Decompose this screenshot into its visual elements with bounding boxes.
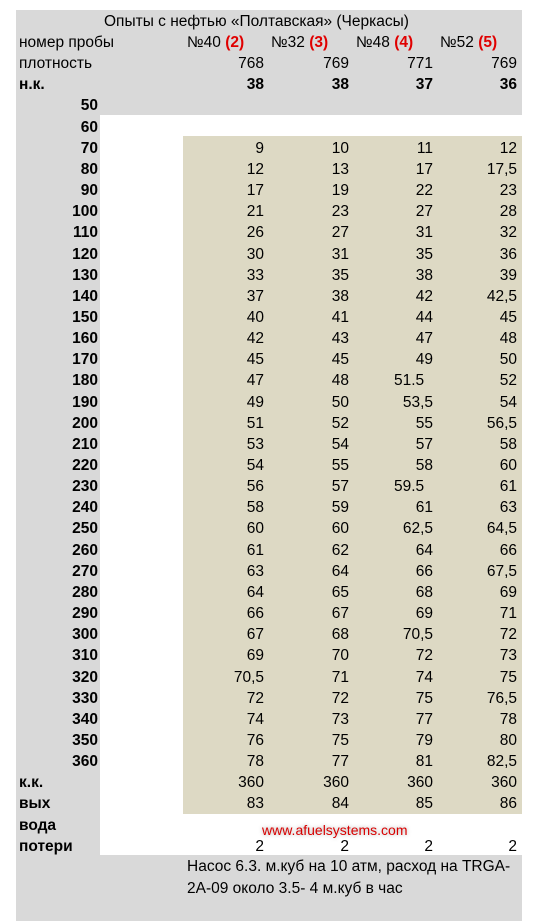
temperature-label: 100 <box>72 203 98 221</box>
distillation-value: 22 <box>415 182 433 200</box>
distillation-value: 71 <box>499 605 517 623</box>
distillation-value: 62,5 <box>402 520 433 538</box>
temperature-label: 80 <box>80 160 98 178</box>
distillation-value <box>352 117 433 138</box>
distillation-value: 44 <box>415 308 433 326</box>
temperature-row <box>0 751 542 772</box>
distillation-value: 45 <box>246 351 264 369</box>
yield-row-label: вых <box>19 795 51 813</box>
temperature-label: 360 <box>72 753 98 771</box>
sample-header <box>271 32 328 53</box>
distillation-value: 37 <box>246 287 264 305</box>
distillation-value: 38 <box>331 287 349 305</box>
distillation-value: 64 <box>415 541 433 559</box>
losses-row-value: 2 <box>424 837 433 855</box>
distillation-value: 69 <box>246 647 264 665</box>
distillation-value: 56 <box>246 478 264 496</box>
distillation-value: 45 <box>331 351 349 369</box>
distillation-value: 58 <box>499 435 517 453</box>
distillation-value: 58 <box>415 457 433 474</box>
temperature-row <box>0 518 542 539</box>
distillation-value <box>352 95 433 116</box>
temperature-label: 190 <box>72 393 98 411</box>
distillation-value: 35 <box>331 266 349 284</box>
sample-mark: (3) <box>309 34 329 51</box>
distillation-value: 72 <box>331 689 349 707</box>
distillation-value: 42 <box>415 287 433 305</box>
distillation-value: 62 <box>331 541 349 559</box>
distillation-value: 45 <box>499 308 517 326</box>
temperature-row <box>0 603 542 624</box>
sample-header <box>440 32 497 53</box>
distillation-value: 74 <box>246 710 264 728</box>
temperature-label: 200 <box>72 414 98 432</box>
distillation-value: 54 <box>331 435 349 453</box>
distillation-value: 61 <box>499 478 517 496</box>
sample-header <box>356 32 413 53</box>
distillation-value: 78 <box>246 753 264 771</box>
fbp-row-value: 360 <box>238 774 264 792</box>
distillation-value: 56,5 <box>486 414 517 432</box>
distillation-value: 26 <box>246 224 264 242</box>
temperature-row <box>0 95 542 116</box>
fbp-row <box>0 772 542 793</box>
header-label: номер пробы <box>19 34 115 51</box>
distillation-value: 69 <box>415 605 433 623</box>
distillation-value: 42,5 <box>486 287 517 305</box>
temperature-label: 230 <box>72 478 98 496</box>
distillation-value: 60 <box>499 457 517 474</box>
distillation-value: 30 <box>246 245 264 263</box>
water-row-value <box>183 815 264 836</box>
distillation-value: 58 <box>246 499 264 517</box>
ibp-row-label: н.к. <box>19 76 45 94</box>
temperature-row <box>0 349 542 370</box>
temperature-row <box>0 328 542 349</box>
temperature-row <box>0 455 542 476</box>
temperature-label: 260 <box>72 541 98 559</box>
distillation-value: 76 <box>246 731 264 749</box>
distillation-value: 21 <box>246 203 264 221</box>
distillation-value: 66 <box>246 605 264 623</box>
distillation-value: 74 <box>415 668 433 686</box>
distillation-value: 77 <box>415 710 433 728</box>
distillation-value: 73 <box>331 710 349 728</box>
distillation-value: 79 <box>415 731 433 749</box>
distillation-value: 70,5 <box>402 626 433 644</box>
distillation-value: 39 <box>499 266 517 284</box>
distillation-value: 60 <box>331 520 349 538</box>
distillation-value: 71 <box>331 668 349 686</box>
distillation-value: 54 <box>499 393 517 411</box>
distillation-value: 49 <box>246 393 264 411</box>
distillation-value: 57 <box>331 478 349 496</box>
temperature-row <box>0 582 542 603</box>
distillation-value: 53,5 <box>402 393 433 411</box>
distillation-value: 63 <box>246 562 264 580</box>
temperature-row <box>0 413 542 434</box>
distillation-value: 48 <box>499 330 517 348</box>
distillation-value: 51.5 <box>394 372 425 390</box>
distillation-value: 59.5 <box>394 478 425 496</box>
temperature-row <box>0 561 542 582</box>
temperature-row <box>0 201 542 222</box>
distillation-value: 17 <box>415 160 433 178</box>
ibp-row-value: 36 <box>499 76 517 94</box>
temperature-label: 130 <box>72 266 98 284</box>
density-row-value: 771 <box>407 55 433 73</box>
distillation-value: 47 <box>415 330 433 348</box>
distillation-value <box>436 95 517 116</box>
distillation-value: 72 <box>246 689 264 707</box>
distillation-value: 35 <box>415 245 433 263</box>
distillation-value: 27 <box>331 224 349 242</box>
distillation-value: 72 <box>499 626 517 644</box>
sample-number: №48 <box>356 34 390 51</box>
yield-row-value: 84 <box>331 795 349 813</box>
temperature-row <box>0 307 542 328</box>
distillation-value: 65 <box>331 583 349 601</box>
ibp-row <box>0 74 542 95</box>
distillation-value: 63 <box>499 499 517 517</box>
temperature-row <box>0 117 542 138</box>
temperature-row <box>0 709 542 730</box>
temperature-row <box>0 392 542 413</box>
temperature-label: 320 <box>72 668 98 686</box>
distillation-value: 17,5 <box>486 160 517 178</box>
distillation-value: 23 <box>331 203 349 221</box>
losses-row-value: 2 <box>508 837 517 855</box>
density-row-value: 769 <box>323 55 349 73</box>
water-row-value <box>436 815 517 836</box>
distillation-value: 28 <box>499 203 517 221</box>
temperature-label: 60 <box>80 118 98 136</box>
distillation-value: 32 <box>499 224 517 242</box>
temperature-row <box>0 667 542 688</box>
table-title: Опыты с нефтью «Полтавская» (Черкасы) <box>104 13 409 30</box>
temperature-row <box>0 624 542 645</box>
distillation-value: 70 <box>331 647 349 665</box>
temperature-label: 170 <box>72 351 98 369</box>
temperature-row <box>0 222 542 243</box>
distillation-value: 82,5 <box>486 753 517 771</box>
temperature-row <box>0 540 542 561</box>
density-row-value: 769 <box>491 55 517 73</box>
distillation-value: 51 <box>246 414 264 432</box>
ibp-row-value: 38 <box>246 76 264 94</box>
sample-mark: (2) <box>225 34 245 51</box>
distillation-value: 41 <box>331 308 349 326</box>
temperature-label: 180 <box>72 372 98 390</box>
density-row-value: 768 <box>238 55 264 73</box>
losses-row-value: 2 <box>340 837 349 855</box>
distillation-value <box>436 117 517 138</box>
temperature-label: 250 <box>72 520 98 538</box>
sample-number: №40 <box>187 34 221 51</box>
distillation-value: 33 <box>246 266 264 284</box>
distillation-value: 68 <box>331 626 349 644</box>
distillation-value: 31 <box>415 224 433 242</box>
temperature-row <box>0 370 542 391</box>
ibp-row-value: 37 <box>415 76 433 94</box>
distillation-value: 68 <box>415 583 433 601</box>
distillation-value: 47 <box>246 372 264 390</box>
temperature-label: 140 <box>72 287 98 305</box>
temperature-label: 90 <box>80 182 98 200</box>
distillation-value: 49 <box>415 351 433 369</box>
temperature-label: 350 <box>72 731 98 749</box>
distillation-value: 43 <box>331 330 349 348</box>
distillation-value: 57 <box>415 435 433 453</box>
distillation-value: 50 <box>499 351 517 369</box>
temperature-label: 240 <box>72 499 98 517</box>
distillation-value: 36 <box>499 245 517 263</box>
distillation-value: 55 <box>331 457 349 474</box>
distillation-value: 60 <box>246 520 264 538</box>
distillation-value: 13 <box>331 160 349 178</box>
distillation-value: 53 <box>246 435 264 453</box>
distillation-value: 64 <box>331 562 349 580</box>
temperature-row <box>0 476 542 497</box>
temperature-row <box>0 497 542 518</box>
distillation-value: 12 <box>499 139 517 157</box>
temperature-label: 290 <box>72 605 98 623</box>
temperature-label: 220 <box>72 457 98 474</box>
distillation-value <box>183 117 264 138</box>
watermark-text: www.afuelsystems.com <box>262 822 408 838</box>
temperature-row <box>0 434 542 455</box>
temperature-label: 150 <box>72 308 98 326</box>
fbp-row-value: 360 <box>323 774 349 792</box>
temperature-label: 160 <box>72 330 98 348</box>
distillation-value: 67,5 <box>486 562 517 580</box>
distillation-value: 75 <box>499 668 517 686</box>
fbp-row-label: к.к. <box>19 774 44 792</box>
distillation-value: 78 <box>499 710 517 728</box>
distillation-value: 12 <box>246 160 264 178</box>
losses-row-value: 2 <box>255 837 264 855</box>
distillation-value: 40 <box>246 308 264 326</box>
distillation-value: 55 <box>415 414 433 432</box>
distillation-value: 76,5 <box>486 689 517 707</box>
distillation-value: 48 <box>331 372 349 390</box>
sample-mark: (4) <box>394 34 414 51</box>
distillation-value: 67 <box>331 605 349 623</box>
distillation-value <box>183 95 264 116</box>
temperature-row <box>0 265 542 286</box>
water-row-label: вода <box>19 816 57 834</box>
distillation-value: 69 <box>499 583 517 601</box>
distillation-value: 10 <box>331 139 349 157</box>
distillation-value <box>267 117 349 138</box>
temperature-label: 50 <box>80 97 98 115</box>
distillation-value: 73 <box>499 647 517 665</box>
distillation-value: 72 <box>415 647 433 665</box>
temperature-label: 330 <box>72 689 98 707</box>
distillation-value <box>267 95 349 116</box>
distillation-value: 66 <box>415 562 433 580</box>
losses-row-label: потери <box>19 837 73 855</box>
distillation-value: 70,5 <box>233 668 264 686</box>
temperature-label: 70 <box>80 139 98 157</box>
distillation-value: 61 <box>415 499 433 517</box>
density-row-label: плотность <box>19 55 93 73</box>
temperature-label: 340 <box>72 710 98 728</box>
distillation-value: 42 <box>246 330 264 348</box>
temperature-label: 210 <box>72 435 98 453</box>
distillation-value: 52 <box>499 372 517 390</box>
fbp-row-value: 360 <box>407 774 433 792</box>
distillation-value: 31 <box>331 245 349 263</box>
distillation-value: 75 <box>331 731 349 749</box>
distillation-value: 17 <box>246 182 264 200</box>
temperature-row <box>0 645 542 666</box>
distillation-value: 81 <box>415 753 433 771</box>
distillation-value: 27 <box>415 203 433 221</box>
distillation-value: 50 <box>331 393 349 411</box>
temperature-row <box>0 688 542 709</box>
distillation-value: 64,5 <box>486 520 517 538</box>
header-row <box>0 32 542 53</box>
sample-mark: (5) <box>478 34 498 51</box>
distillation-value: 61 <box>246 541 264 559</box>
temperature-row <box>0 286 542 307</box>
temperature-row <box>0 180 542 201</box>
distillation-value: 67 <box>246 626 264 644</box>
fbp-row-value: 360 <box>491 774 517 792</box>
distillation-value: 11 <box>416 139 433 157</box>
distillation-value: 66 <box>499 541 517 559</box>
temperature-label: 270 <box>72 562 98 580</box>
distillation-value: 59 <box>331 499 349 517</box>
temperature-label: 310 <box>72 647 98 665</box>
sample-number: №52 <box>440 34 474 51</box>
pump-note: Насос 6.3. м.куб на 10 атм, расход на TRGA-2A-09 около 3.5- 4 м.куб в час <box>187 858 511 897</box>
yield-row-value: 86 <box>499 795 517 813</box>
distillation-value: 19 <box>331 182 349 200</box>
distillation-value: 23 <box>499 182 517 200</box>
distillation-value: 80 <box>499 731 517 749</box>
sample-header <box>187 32 244 53</box>
sample-number: №32 <box>271 34 305 51</box>
distillation-value: 77 <box>331 753 349 771</box>
temperature-row <box>0 730 542 751</box>
distillation-value: 54 <box>246 457 264 474</box>
temperature-label: 300 <box>72 626 98 644</box>
distillation-value: 75 <box>415 689 433 707</box>
distillation-value: 9 <box>255 139 264 157</box>
yield-row <box>0 793 542 814</box>
temperature-label: 280 <box>72 583 98 601</box>
distillation-value: 52 <box>331 414 349 432</box>
yield-row-value: 85 <box>415 795 433 813</box>
temperature-row <box>0 159 542 180</box>
temperature-row <box>0 138 542 159</box>
temperature-row <box>0 244 542 265</box>
ibp-row-value: 38 <box>331 76 349 94</box>
density-row <box>0 53 542 74</box>
yield-row-value: 83 <box>246 795 264 813</box>
distillation-value: 38 <box>415 266 433 284</box>
temperature-label: 120 <box>72 245 98 263</box>
distillation-value: 64 <box>246 583 264 601</box>
temperature-label: 110 <box>72 224 98 242</box>
